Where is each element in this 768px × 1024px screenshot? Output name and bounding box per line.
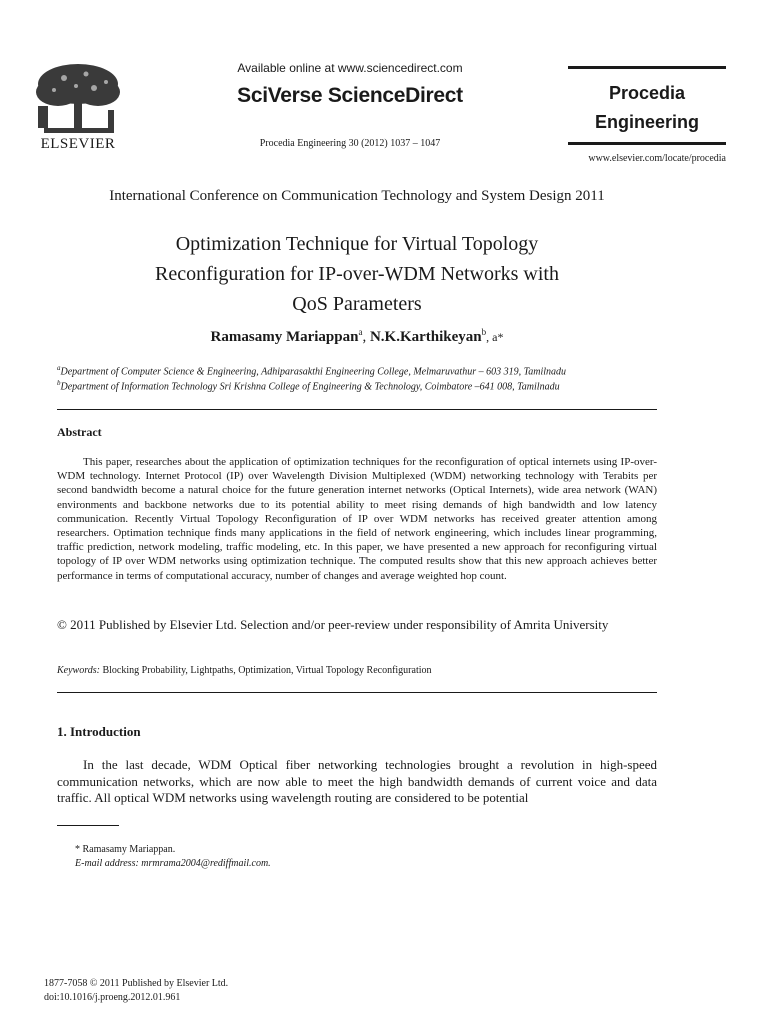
author-affiliation-mark: a bbox=[358, 327, 363, 337]
paper-title-line2: Reconfiguration for IP-over-WDM Networks with bbox=[155, 263, 559, 285]
author-name: Ramasamy Mariappan bbox=[210, 329, 359, 345]
copyright-notice: © 2011 Published by Elsevier Ltd. Selection and/or peer-review under responsibility of Amrita University bbox=[57, 617, 609, 632]
paper-title-line3: QoS Parameters bbox=[292, 293, 422, 315]
divider bbox=[57, 692, 657, 693]
keywords bbox=[57, 665, 657, 676]
sciencedirect-brand: SciVerse ScienceDirect bbox=[237, 84, 463, 107]
affiliation-mark: a bbox=[57, 364, 61, 372]
abstract-text: This paper, researches about the application of optimization techniques for the reconfiguration of optical internets using IP-over-WDM technology. Internet Protocol (IP) over Wavelength Division Multiplexed (WDM) networking technology with Terabits per second bandwidth become a natural choice for the future generation internet networks (Optical Internets), wide area network (WAN) environments and backbone networks due to its potential ability to meet rising demands of high bandwidth and low latency communication. Recently Virtual Topology Reconfiguration of IP over WDM networks has received greater attention among researchers. Optimation technique finds many applications in the field of network engineering, which includes linear programming, traffic prediction, network modeling, traffic modeling, etc. In this paper, we have presented a new approach for reconfiguring virtual topology of IP over WDM networks using optimization technique. The computed results show that this new approach achieves better performance in terms of computational accuracy, number of changes and average weighted hop count. bbox=[57, 456, 657, 582]
journal-box-top-rule bbox=[568, 66, 726, 69]
paper-title bbox=[80, 229, 634, 319]
journal-name bbox=[568, 79, 726, 137]
keywords-list: Blocking Probability, Lightpaths, Optimization, Virtual Topology Reconfiguration bbox=[102, 665, 432, 676]
publisher-name: ELSEVIER bbox=[40, 136, 116, 152]
author-affiliation-mark: b bbox=[481, 327, 487, 337]
keywords-label: Keywords: bbox=[57, 665, 100, 676]
corresponding-author-mark: , a* bbox=[486, 330, 504, 344]
affiliation bbox=[57, 379, 707, 392]
journal-name-line1: Procedia bbox=[608, 83, 686, 103]
author-name: N.K.Karthikeyan bbox=[369, 329, 482, 345]
introduction-text: In the last decade, WDM Optical fiber networking technologies brought a revolution in high-speed communication networks, which are now able to meet the high bandwidth demands of current voice and data traffic. All optical WDM networks using wavelength routing are considered to be potential bbox=[57, 757, 657, 806]
footnote-rule bbox=[57, 825, 119, 826]
journal-box-bottom-rule bbox=[568, 142, 726, 145]
available-online-text: Available online at www.sciencedirect.com bbox=[237, 61, 463, 75]
issn-line: 1877-7058 © 2011 Published by Elsevier Ltd. bbox=[44, 978, 229, 989]
footnote-author: * Ramasamy Mariappan. bbox=[75, 844, 176, 855]
footnote-email bbox=[75, 858, 271, 869]
affiliation-text: Department of Information Technology Sri Krishna College of Engineering & Technology, Coimbatore –641 008, Tamilnadu bbox=[60, 381, 560, 393]
affiliation bbox=[57, 364, 707, 377]
email-address[interactable]: mrmrama2004@rediffmail.com. bbox=[141, 858, 271, 869]
journal-citation: Procedia Engineering 30 (2012) 1037 – 1047 bbox=[259, 138, 441, 149]
author-separator: , bbox=[362, 329, 370, 345]
paper-title-line1: Optimization Technique for Virtual Topology bbox=[175, 233, 539, 255]
email-label: E-mail address: bbox=[75, 858, 139, 869]
doi-link[interactable]: doi:10.1016/j.proeng.2012.01.961 bbox=[44, 992, 181, 1003]
section-heading: 1. Introduction bbox=[57, 724, 141, 739]
affiliation-text: Department of Computer Science & Engineering, Adhiparasakthi Engineering College, Melmaruvathur – 603 319, Tamilnadu bbox=[60, 366, 567, 378]
journal-name-line2: Engineering bbox=[594, 112, 699, 132]
divider bbox=[57, 409, 657, 410]
author-list bbox=[80, 327, 634, 346]
conference-name: International Conference on Communication Technology and System Design 2011 bbox=[109, 188, 605, 204]
affiliation-mark: b bbox=[57, 379, 61, 387]
journal-url[interactable]: www.elsevier.com/locate/procedia bbox=[588, 153, 726, 164]
abstract-heading: Abstract bbox=[57, 425, 102, 439]
